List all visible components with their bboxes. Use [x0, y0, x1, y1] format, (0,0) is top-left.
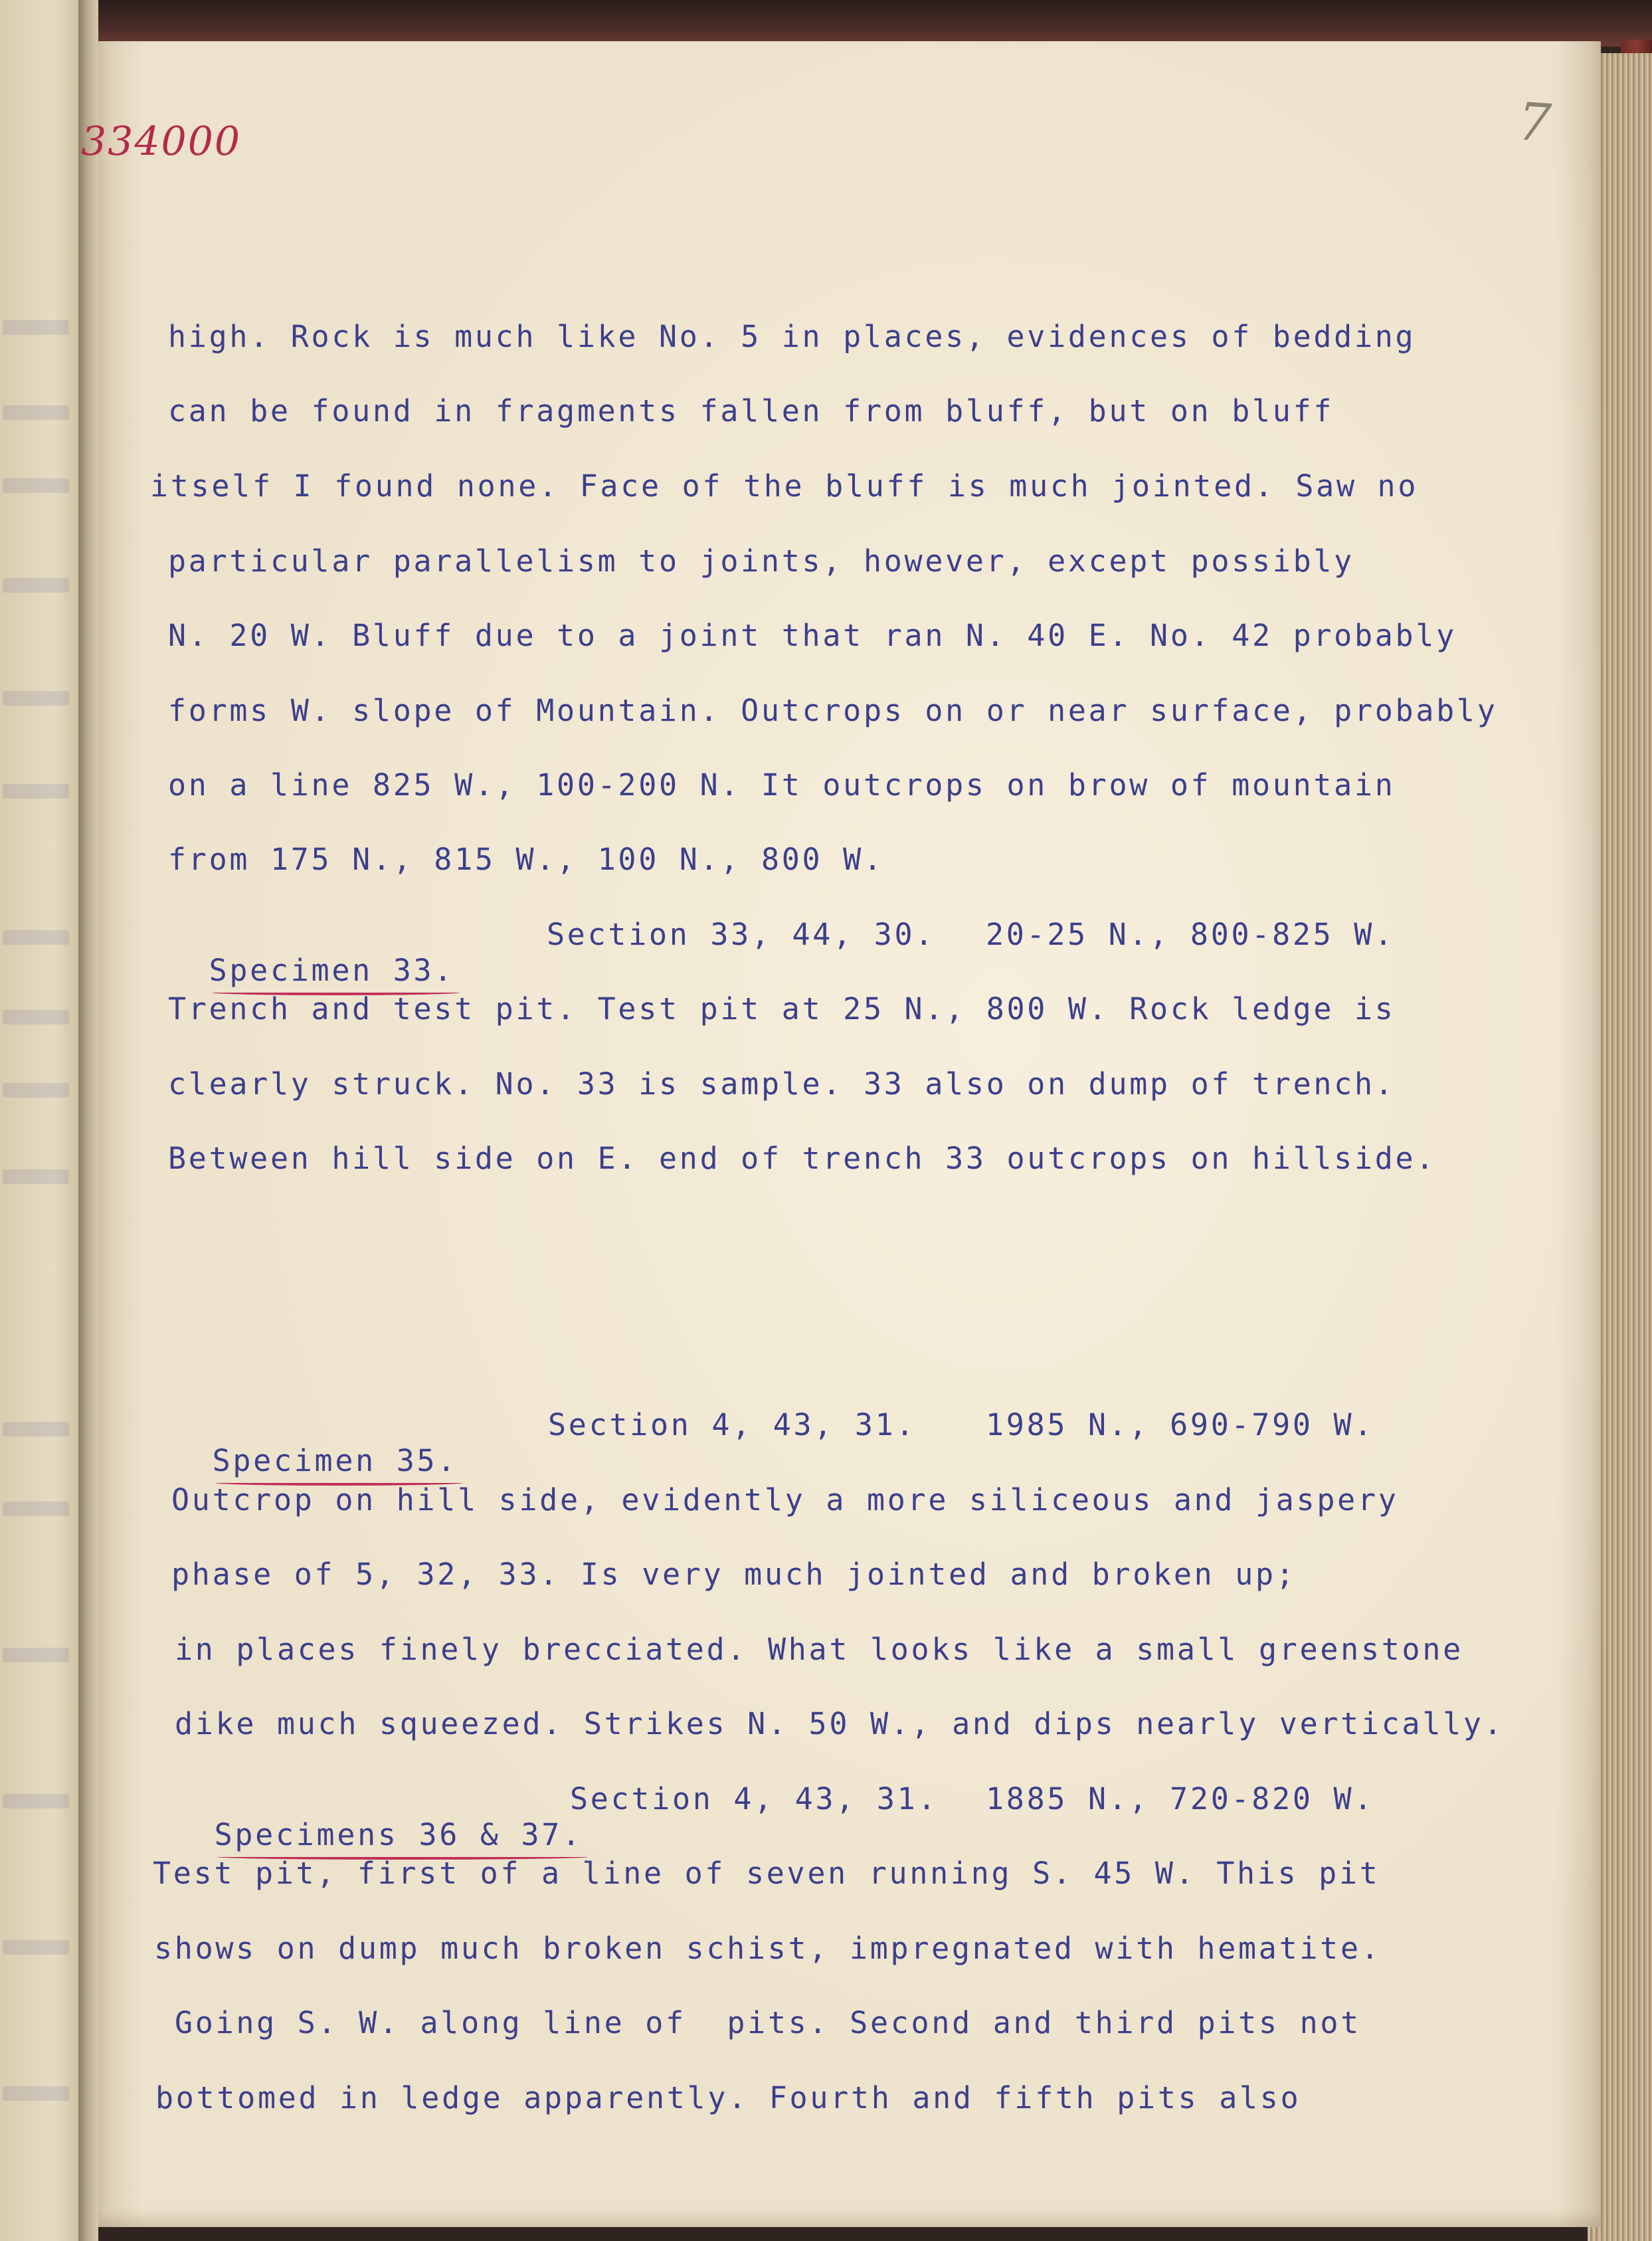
bleed-through-mark — [3, 405, 69, 420]
specimens-36-37-coords: 1885 N., 720-820 W. — [986, 1781, 1375, 1816]
specimen-35-section: Section 4, 43, 31. — [548, 1407, 917, 1442]
bleed-through-mark — [3, 1794, 69, 1808]
text-line: shows on dump much broken schist, impregnated with hematite. — [154, 1931, 1382, 1966]
specimens-36-37-heading — [173, 1781, 583, 1853]
text-line: N. 20 W. Bluff due to a joint that ran N. 40 E. No. 42 probably — [168, 618, 1457, 653]
specimen-33-coords: 20-25 N., 800-825 W. — [986, 917, 1395, 952]
text-line: clearly struck. No. 33 is sample. 33 also on dump of trench. — [168, 1066, 1396, 1102]
specimen-33-section: Section 33, 44, 30. — [547, 917, 936, 952]
specimen-35-label: Specimen 35. — [213, 1443, 458, 1479]
text-line: high. Rock is much like No. 5 in places, evidences of bedding — [168, 319, 1416, 354]
specimens-36-37-section: Section 4, 43, 31. — [570, 1781, 939, 1816]
specimen-35-coords: 1985 N., 690-790 W. — [986, 1407, 1375, 1442]
bleed-through-mark — [3, 930, 69, 945]
notebook-page — [98, 41, 1601, 2227]
text-line: dike much squeezed. Strikes N. 50 W., and dips nearly vertically. — [175, 1706, 1505, 1741]
text-line: bottomed in ledge apparently. Fourth and fifth pits also — [155, 2080, 1301, 2115]
bleed-through-mark — [3, 320, 69, 335]
specimens-36-37-label: Specimens 36 & 37. — [215, 1817, 583, 1853]
text-line: from 175 N., 815 W., 100 N., 800 W. — [168, 842, 884, 877]
text-line: on a line 825 W., 100-200 N. It outcrops on brow of mountain — [168, 767, 1396, 803]
page-number: 7 — [1515, 92, 1553, 154]
text-line: Test pit, first of a line of seven running S. 45 W. This pit — [153, 1856, 1380, 1891]
specimen-33-label: Specimen 33. — [209, 953, 455, 989]
bleed-through-mark — [3, 1083, 69, 1098]
text-line: forms W. slope of Mountain. Outcrops on or near surface, probably — [168, 693, 1498, 728]
text-line: Going S. W. along line of pits. Second and third pits not — [175, 2005, 1361, 2040]
text-line: Between hill side on E. end of trench 33 outcrops on hillside. — [168, 1141, 1437, 1176]
text-line: particular parallelism to joints, however, except possibly — [168, 543, 1354, 579]
specimen-33-heading — [168, 917, 454, 989]
text-line: in places finely brecciated. What looks like a small greenstone — [175, 1632, 1463, 1667]
bleed-through-mark — [3, 1940, 69, 1955]
file-number-annotation: 334000 — [81, 118, 242, 165]
bleed-through-mark — [3, 1648, 69, 1662]
book-cover-top — [93, 0, 1652, 47]
book-gutter — [78, 0, 98, 2241]
bleed-through-mark — [3, 1169, 69, 1184]
text-line: phase of 5, 32, 33. Is very much jointed and broken up; — [171, 1557, 1297, 1592]
bleed-through-mark — [3, 784, 69, 799]
text-line: Outcrop on hill side, evidently a more siliceous and jaspery — [171, 1482, 1399, 1517]
bleed-through-mark — [3, 691, 69, 706]
bleed-through-mark — [3, 578, 69, 593]
bleed-through-mark — [3, 2086, 69, 2101]
specimen-35-heading — [171, 1407, 458, 1479]
bleed-through-mark — [3, 1502, 69, 1516]
facing-page — [0, 0, 82, 2241]
text-line: itself I found none. Face of the bluff is much jointed. Saw no — [150, 468, 1419, 504]
bleed-through-mark — [3, 1010, 69, 1024]
bleed-through-mark — [3, 1422, 69, 1436]
bleed-through-mark — [3, 478, 69, 493]
text-line: can be found in fragments fallen from bluff, but on bluff — [168, 393, 1334, 429]
text-line: Trench and test pit. Test pit at 25 N., 800 W. Rock ledge is — [168, 991, 1396, 1026]
